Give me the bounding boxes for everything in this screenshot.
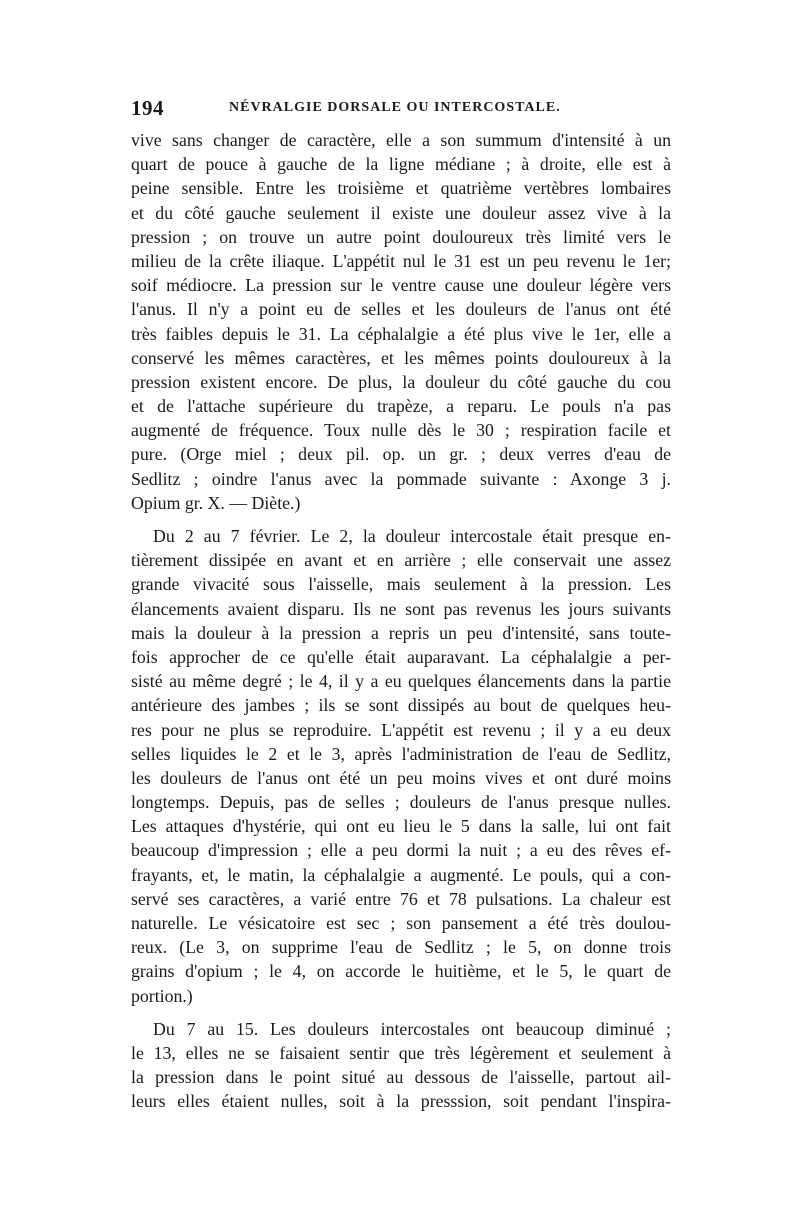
paragraph — [131, 128, 671, 515]
text-line: selles liquides le 2 et le 3, après l'administration de l'eau de Sedlitz, — [131, 743, 671, 764]
text-line: quart de pouce à gauche de la ligne médiane ; à droite, elle est à — [131, 154, 671, 175]
text-line: la pression dans le point situé au dessous de l'aisselle, partout ail- — [131, 1067, 671, 1088]
text-line: beaucoup d'impression ; elle a peu dormi la nuit ; a eu des rêves ef- — [131, 840, 671, 861]
text-line: longtemps. Depuis, pas de selles ; douleurs de l'anus presque nulles. — [131, 792, 671, 813]
text-line: sisté au même degré ; le 4, il y a eu quelques élancements dans la partie — [131, 671, 671, 692]
text-line: res pour ne plus se reproduire. L'appétit est revenu ; il y a eu deux — [131, 719, 671, 740]
page-number: 194 — [131, 96, 164, 120]
text-line: le 13, elles ne se faisaient sentir que très légèrement et seulement à — [131, 1042, 671, 1063]
text-line: Les attaques d'hystérie, qui ont eu lieu le 5 dans la salle, lui ont fait — [131, 816, 671, 837]
text-line: grains d'opium ; le 4, on accorde le huitième, et le 5, le quart de — [131, 961, 671, 982]
paragraph — [131, 1017, 671, 1114]
text-line: fois approcher de ce qu'elle était auparavant. La céphalalgie a per- — [131, 646, 671, 667]
text-line: Sedlitz ; oindre l'anus avec la pommade suivante : Axonge 3 j. — [131, 468, 671, 489]
text-line: Du 2 au 7 février. Le 2, la douleur intercostale était presque en- — [153, 526, 671, 546]
text-line: grande vivacité sous l'aisselle, mais seulement à la pression. Les — [131, 574, 671, 595]
text-line: pression ; on trouve un autre point douloureux très limité vers le — [131, 226, 671, 247]
text-line: pure. (Orge miel ; deux pil. op. un gr. ; deux verres d'eau de — [131, 444, 671, 465]
text-line: milieu de la crête iliaque. L'appétit nul le 31 est un peu revenu le 1er; — [131, 250, 671, 271]
text-line: Du 7 au 15. Les douleurs intercostales ont beaucoup diminué ; — [153, 1018, 671, 1039]
text-line: naturelle. Le vésicatoire est sec ; son pansement a été très doulou- — [131, 913, 671, 933]
text-line: portion.) — [131, 985, 193, 1006]
text-line: les douleurs de l'anus ont été un peu moins vives et ont duré moins — [131, 767, 671, 788]
text-line: élancements avaient disparu. Ils ne sont pas revenus les jours suivants — [131, 598, 671, 619]
text-line: vive sans changer de caractère, elle a son summum d'intensité à un — [131, 130, 671, 150]
text-line: pression existent encore. De plus, la douleur du côté gauche du cou — [131, 371, 671, 392]
text-line: l'anus. Il n'y a point eu de selles et les douleurs de l'anus ont été — [131, 299, 671, 320]
text-line: soif médiocre. La pression sur le ventre cause une douleur légère vers — [131, 275, 671, 296]
text-line: et du côté gauche seulement il existe une douleur assez vive à la — [131, 202, 671, 223]
text-line: Opium gr. X. — Diète.) — [131, 492, 301, 513]
text-line: mais la douleur à la pression a repris un peu d'intensité, sans toute- — [131, 622, 671, 643]
text-line: leurs elles étaient nulles, soit à la presssion, soit pendant l'inspira- — [131, 1091, 671, 1112]
text-line: frayants, et, le matin, la céphalalgie a augmenté. Le pouls, qui a con- — [131, 864, 671, 885]
text-line: très faibles depuis le 31. La céphalalgie a été plus vive le 1er, elle a — [131, 323, 671, 344]
text-line: tièrement dissipée en avant et en arrière ; elle conservait une assez — [131, 550, 671, 571]
paragraph — [131, 524, 671, 1008]
text-line: augmenté de fréquence. Toux nulle dès le 30 ; respiration facile et — [131, 420, 671, 441]
text-line: reux. (Le 3, on supprime l'eau de Sedlitz ; le 5, on donne trois — [131, 937, 671, 958]
text-line: et de l'attache supérieure du trapèze, a reparu. Le pouls n'a pas — [131, 396, 671, 417]
text-line: antérieure des jambes ; ils se sont dissipés au bout de quelques heu- — [131, 695, 671, 716]
page-header — [131, 96, 671, 120]
text-line: peine sensible. Entre les troisième et quatrième vertèbres lombaires — [131, 178, 671, 199]
text-line: servé ses caractères, a varié entre 76 et 78 pulsations. La chaleur est — [131, 888, 671, 909]
running-title: NÉVRALGIE DORSALE OU INTERCOSTALE. — [229, 100, 561, 115]
body-text — [131, 128, 671, 1114]
text-line: conservé les mêmes caractères, et les mêmes points douloureux à la — [131, 347, 671, 368]
